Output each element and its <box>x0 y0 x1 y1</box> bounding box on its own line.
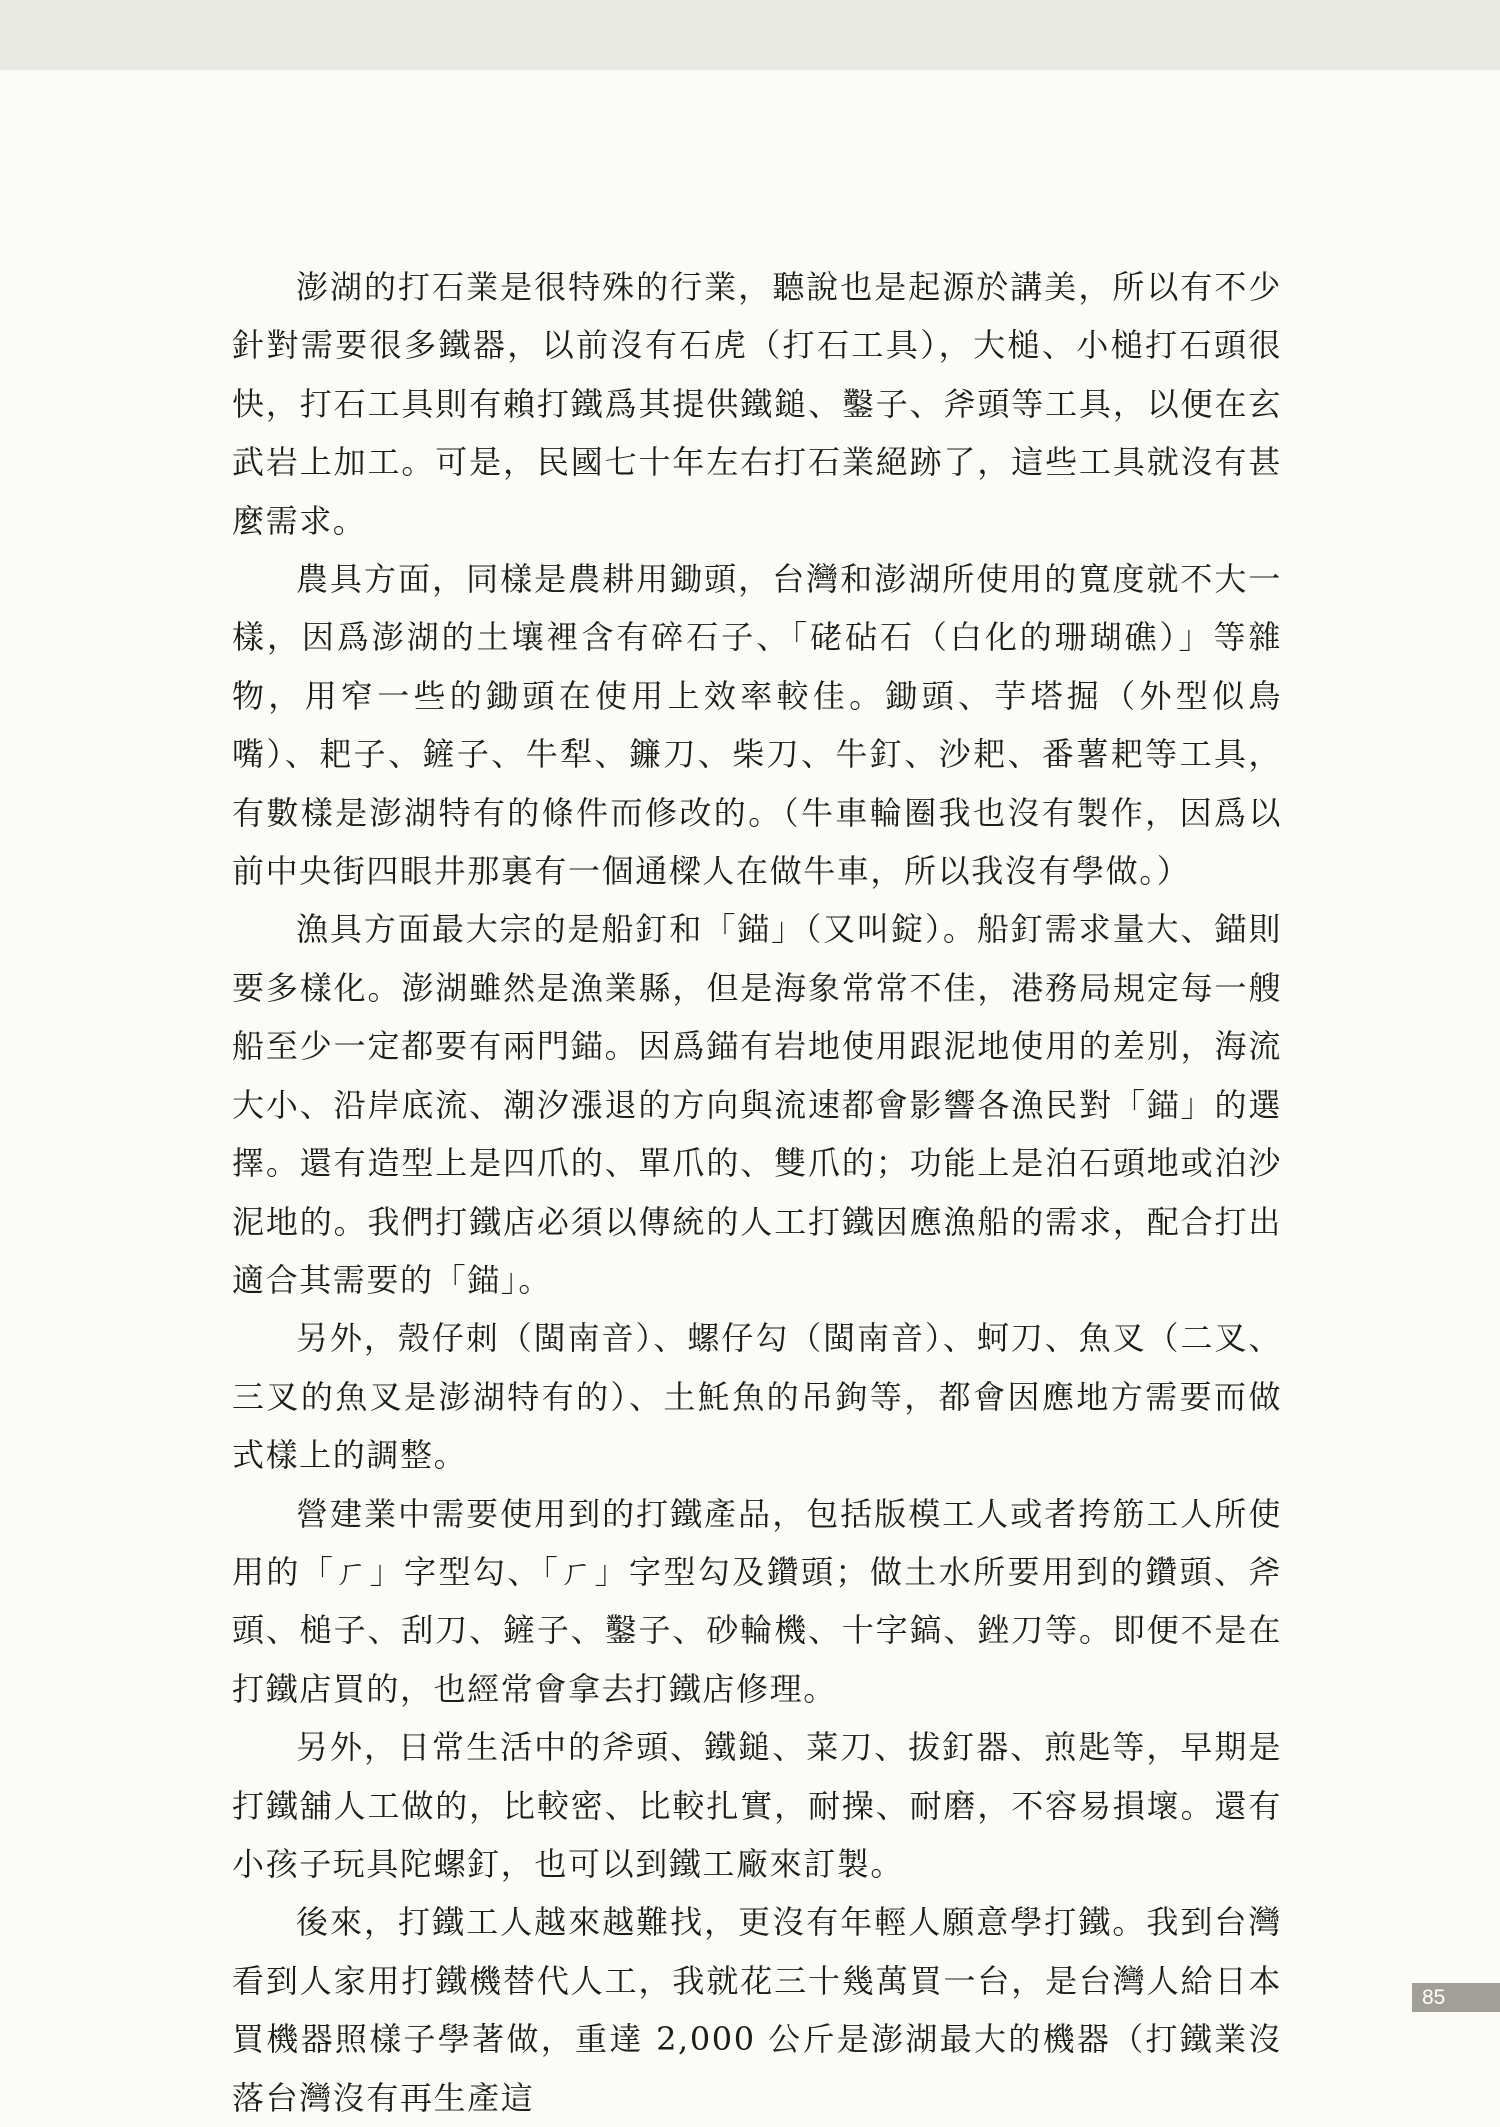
paragraph-shellfish-tools: 另外，殼仔刺（閩南音）、螺仔勾（閩南音）、蚵刀、魚叉（二叉、三叉的魚叉是澎湖特有的）、土魠魚的吊鉤等，都會因應地方需要而做式樣上的調整。 <box>232 1319 1282 1475</box>
page-number: 85 <box>1422 1986 1446 2009</box>
paragraph-forging-machine: 後來，打鐵工人越來越難找，更沒有年輕人願意學打鐵。我到台灣看到人家用打鐵機替代人工，我就花三十幾萬買一台，是台灣人給日本買機器照樣子學著做，重達 2,000 公斤是澎湖最大的機器（打鐵業沒落台灣沒有再生產這 <box>232 1903 1282 2117</box>
paragraph-fishing-tools: 漁具方面最大宗的是船釘和「錨」（又叫錠）。船釘需求量大、錨則要多樣化。澎湖雖然是漁業縣，但是海象常常不佳，港務局規定每一艘船至少一定都要有兩門錨。因爲錨有岩地使用跟泥地使用的差別，海流大小、沿岸底流、潮汐漲退的方向與流速都會影響各漁民對「錨」的選擇。還有造型上是四爪的、單爪的、雙爪的；功能上是泊石頭地或泊沙泥地的。我們打鐵店必須以傳統的人工打鐵因應漁船的需求，配合打出適合其需要的「錨」。 <box>232 910 1282 1299</box>
scan-top-band <box>0 0 1500 70</box>
paragraph-construction-tools: 營建業中需要使用到的打鐵產品，包括版模工人或者挎筋工人所使用的「ㄏ」字型勾、「ㄏ」字型勾及鑽頭；做土水所要用到的鑽頭、斧頭、槌子、刮刀、鏟子、鑿子、砂輪機、十字鎬、銼刀等。即便不是在打鐵店買的，也經常會拿去打鐵店修理。 <box>232 1494 1282 1708</box>
paragraph-farm-tools: 農具方面，同樣是農耕用鋤頭，台灣和澎湖所使用的寬度就不大一樣，因爲澎湖的土壤裡含有碎石子、「硓砧石（白化的珊瑚礁）」等雜物，用窄一些的鋤頭在使用上效率較佳。鋤頭、芋塔掘（外型似鳥嘴）、耙子、鏟子、牛犁、鐮刀、柴刀、牛釘、沙耙、番薯耙等工具，有數樣是澎湖特有的條件而修改的。（牛車輪圈我也沒有製作，因爲以前中央街四眼井那裏有一個通樑人在做牛車，所以我沒有學做。） <box>232 560 1282 891</box>
paragraph-daily-tools: 另外，日常生活中的斧頭、鐵鎚、菜刀、拔釘器、煎匙等，早期是打鐵舖人工做的，比較密、比較扎實，耐操、耐磨，不容易損壞。還有小孩子玩具陀螺釘，也可以到鐵工廠來訂製。 <box>232 1728 1282 1883</box>
paragraph-stone-industry: 澎湖的打石業是很特殊的行業，聽說也是起源於講美，所以有不少針對需要很多鐵器，以前沒有石虎（打石工具），大槌、小槌打石頭很快，打石工具則有賴打鐵爲其提供鐵鎚、鑿子、斧頭等工具，以便在玄武岩上加工。可是，民國七十年左右打石業絕跡了，這些工具就沒有甚麼需求。 <box>232 268 1282 540</box>
body-text <box>232 258 1282 2127</box>
